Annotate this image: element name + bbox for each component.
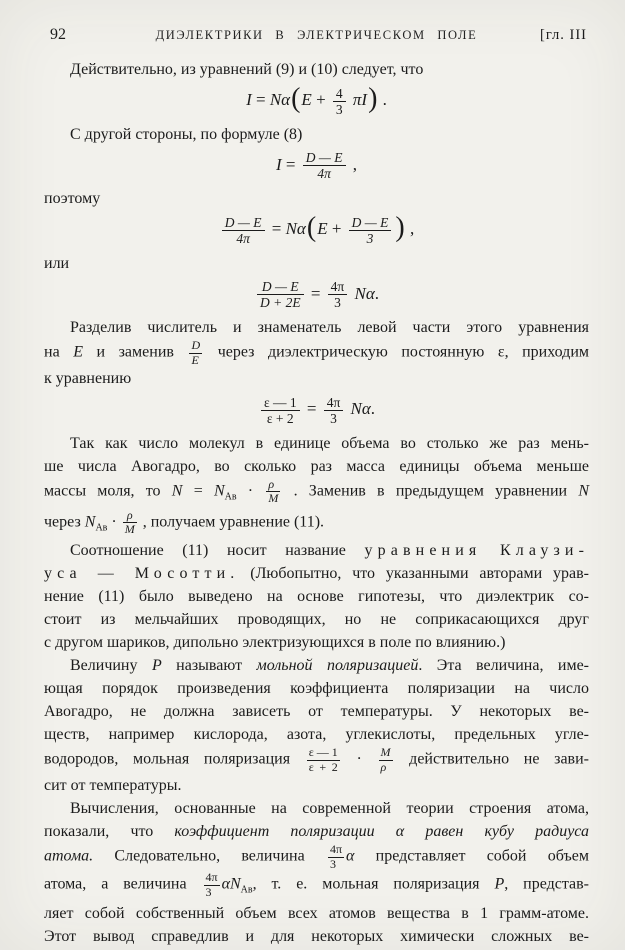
text-run: Разделив числитель и знаменатель левой части этого уравнения xyxy=(70,319,589,337)
fraction-numerator: 4π xyxy=(324,395,344,411)
math-variable: Nα xyxy=(354,283,375,303)
big-paren: ) xyxy=(395,212,405,244)
text-run: нение (11) было выведено на основе гипотезы, что диэлектрик со- xyxy=(44,588,589,606)
fraction-numerator: 4π xyxy=(205,870,218,885)
text-run: Следовательно, величина xyxy=(93,847,326,865)
text-line xyxy=(44,509,589,540)
fraction-denominator: M xyxy=(124,522,135,537)
emphasis-run: атома. xyxy=(44,847,94,865)
letterspaced-run: уравнения xyxy=(364,542,482,560)
text-run: ше числа Авогадро, во сколько раз масса единицы объема меньше xyxy=(44,457,589,475)
fraction-denominator: D + 2E xyxy=(259,295,301,311)
text-run: или xyxy=(44,254,70,272)
text-run: Величину xyxy=(70,657,152,675)
formula-combined xyxy=(44,214,589,246)
formula-8 xyxy=(44,150,589,182)
inline-fraction xyxy=(328,843,344,871)
para-molar-polarization xyxy=(44,654,589,797)
text-run: = xyxy=(306,283,325,303)
text-run: , т. е. мольная поляризация xyxy=(252,875,495,893)
para-other-side xyxy=(44,123,589,146)
text-run: , представ- xyxy=(504,875,589,893)
text-run: через диэлектрическую постоянную ε, приходим xyxy=(204,344,590,362)
text-line xyxy=(44,539,589,562)
text-line xyxy=(44,367,589,390)
big-paren: ( xyxy=(306,212,317,244)
math-variable: N xyxy=(171,482,183,500)
text-run: действительно не зави- xyxy=(394,750,590,768)
text-line xyxy=(44,316,589,339)
math-variable: N xyxy=(213,482,225,500)
text-run: . xyxy=(370,399,376,419)
chapter-label: [гл. III xyxy=(539,27,587,43)
text-run: с другом шариков, дипольно электризующихся в поле по влиянию.) xyxy=(44,634,506,652)
text-run: . Заменив в предыдущем уравнении xyxy=(282,482,579,500)
text-run: Так как число молекул в единице объема во столько же раз мень- xyxy=(70,434,589,452)
math-variable: N xyxy=(578,482,590,500)
inline-fraction xyxy=(328,279,348,310)
inline-fraction xyxy=(379,746,393,774)
text-run: Соотношение (11) носит название xyxy=(70,542,365,560)
inline-fraction xyxy=(333,86,346,117)
text-run: + xyxy=(311,90,330,109)
text-run: стоит из мельчайших проводящих, но не соприкасающихся друг xyxy=(44,611,589,629)
inline-fraction xyxy=(204,871,220,899)
inline-fraction xyxy=(261,395,300,426)
text-line xyxy=(44,774,589,797)
fraction-denominator: 3 xyxy=(366,230,374,246)
fraction-denominator: 3 xyxy=(205,884,212,899)
text-line xyxy=(44,123,589,146)
fraction-denominator: ρ xyxy=(380,759,387,774)
fraction-numerator: 4 xyxy=(333,86,346,102)
text-line xyxy=(44,252,589,275)
text-run: = xyxy=(281,154,300,174)
fraction-denominator: 4π xyxy=(236,230,250,246)
running-title: ДИЭЛЕКТРИКИ В ЭЛЕКТРИЧЕСКОМ ПОЛЕ xyxy=(155,28,478,42)
text-line xyxy=(44,925,589,948)
text-run: , xyxy=(405,219,415,239)
fraction-numerator: D xyxy=(191,338,201,353)
para-atomic-theory xyxy=(44,797,589,948)
text-run: · xyxy=(341,750,377,768)
math-variable: P xyxy=(151,657,162,675)
text-run: , получаем уравнение (11). xyxy=(138,513,325,531)
fraction-numerator: D — E xyxy=(303,150,346,166)
math-variable: E xyxy=(73,344,83,362)
text-run: = xyxy=(251,90,270,109)
text-line xyxy=(44,723,589,746)
fraction-numerator: 4π xyxy=(329,842,343,857)
text-line xyxy=(44,562,589,585)
formula-polarization xyxy=(44,85,589,117)
fraction-denominator: E xyxy=(191,352,199,367)
text-run: Действительно, из уравнений (9) и (10) следует, что xyxy=(70,61,424,78)
para-intro xyxy=(44,58,589,81)
text-run: С другой стороны, по формуле (8) xyxy=(70,125,303,143)
text-line xyxy=(44,432,589,455)
inline-fraction xyxy=(324,395,344,426)
big-paren: ( xyxy=(291,83,301,114)
inline-fraction xyxy=(123,509,137,537)
formula-clausius-mossotti xyxy=(44,394,589,426)
text-run: Авогадро, не должна зависеть от температуры. У некоторых ве- xyxy=(44,703,589,721)
fraction-numerator: D — E xyxy=(257,279,304,295)
text-line xyxy=(44,58,589,81)
text-run: через xyxy=(44,513,85,531)
text-run: · xyxy=(236,482,265,500)
text-run: поэтому xyxy=(44,190,101,208)
fraction-denominator: 3 xyxy=(334,295,341,311)
text-line xyxy=(44,654,589,677)
text-line xyxy=(44,902,589,925)
math-variable: N xyxy=(84,513,96,531)
subscript: Ав xyxy=(240,884,253,896)
text-run: . xyxy=(378,90,387,109)
text-run: = xyxy=(302,399,321,419)
para-divide xyxy=(44,316,589,390)
math-variable: P xyxy=(494,875,505,893)
text-line xyxy=(44,585,589,608)
text-line xyxy=(44,631,589,654)
text-run: = xyxy=(267,219,286,239)
text-run: водородов, мольная поляризация xyxy=(44,750,305,768)
text-run: показали, что xyxy=(44,823,175,841)
running-header xyxy=(44,26,589,46)
page-number: 92 xyxy=(50,26,66,43)
inline-fraction xyxy=(266,478,280,506)
subscript: Ав xyxy=(95,522,108,534)
fraction-numerator: M xyxy=(380,745,391,760)
fraction-denominator: M xyxy=(268,491,279,506)
math-variable: Nα xyxy=(285,219,306,239)
inline-fraction xyxy=(222,215,265,246)
fraction-denominator: ε + 2 xyxy=(266,410,294,426)
text-run: представляет собой объем xyxy=(354,847,589,865)
fraction-numerator: D — E xyxy=(349,215,392,231)
inline-fraction xyxy=(349,215,392,246)
text-run: ществ, например кислорода, азота, углекислоты, предельных угле- xyxy=(44,726,589,744)
emphasis-run: мольной поляризацией xyxy=(256,657,419,675)
text-run: Этот вывод справедлив и для некоторых химически сложных ве- xyxy=(44,927,589,945)
text-line xyxy=(44,871,589,902)
math-variable: E xyxy=(317,219,328,239)
text-run: сит от температуры. xyxy=(44,777,182,795)
math-variable: I xyxy=(275,154,282,174)
fraction-denominator: 4π xyxy=(317,166,331,182)
math-variable: αN xyxy=(221,875,241,893)
emphasis-run: коэффициент поляризации α равен кубу радиуса xyxy=(174,823,589,841)
text-run: Вычисления, основанные на современной теории строения атома, xyxy=(70,800,589,818)
text-run: + xyxy=(327,219,346,239)
subscript: Ав xyxy=(224,491,237,503)
math-variable: Nα xyxy=(269,90,291,109)
inline-fraction xyxy=(189,339,202,367)
text-line xyxy=(44,746,589,774)
text-line xyxy=(44,843,589,871)
para-avogadro xyxy=(44,432,589,539)
text-run: и заменив xyxy=(82,344,188,362)
math-variable: I xyxy=(246,90,252,109)
fraction-numerator: 4π xyxy=(328,279,348,295)
text-run xyxy=(481,542,500,559)
text-run: = xyxy=(182,482,214,500)
text-run: . xyxy=(374,283,380,303)
inline-fraction xyxy=(303,150,346,181)
letterspaced-run: Клаузи- xyxy=(500,542,590,560)
text-line xyxy=(44,339,589,367)
fraction-denominator: ε + 2 xyxy=(308,759,338,774)
inline-fraction xyxy=(257,279,304,310)
letterspaced-run: уса — Мосотти. xyxy=(44,565,240,583)
page-body xyxy=(44,58,589,948)
big-paren: ) xyxy=(368,83,378,114)
text-run: на xyxy=(44,344,74,362)
fraction-numerator: D — E xyxy=(222,215,265,231)
text-line xyxy=(44,187,589,210)
text-run: ющая порядок произведения коэффициента поляризации на число xyxy=(44,680,589,698)
fraction-numerator: ρ xyxy=(266,478,280,493)
fraction-denominator: 3 xyxy=(330,410,337,426)
para-equation-name xyxy=(44,539,589,654)
text-run: к уравнению xyxy=(44,370,132,388)
fraction-numerator: ε — 1 xyxy=(261,395,300,411)
formula-ratio xyxy=(44,279,589,311)
text-run: массы моля, то xyxy=(44,482,172,500)
math-variable: πI xyxy=(352,90,368,109)
text-run: атома, а величина xyxy=(44,875,202,893)
text-run: . Эта величина, име- xyxy=(418,657,589,675)
text-line xyxy=(44,700,589,723)
text-line xyxy=(44,797,589,820)
fraction-denominator: 3 xyxy=(329,856,336,871)
text-run: называют xyxy=(161,657,257,675)
fraction-numerator: ε — 1 xyxy=(308,745,338,760)
math-variable: Nα xyxy=(350,399,371,419)
math-variable: α xyxy=(346,847,355,865)
text-run: · xyxy=(107,513,121,531)
math-variable: E xyxy=(301,90,312,109)
text-line xyxy=(44,478,589,509)
fraction-numerator: ρ xyxy=(123,509,137,524)
inline-fraction xyxy=(307,746,340,774)
text-run: ляет собой собственный объем всех атомов вещества в 1 грамм-атоме. xyxy=(44,904,589,922)
text-line xyxy=(44,455,589,478)
fraction-denominator: 3 xyxy=(335,101,343,117)
text-run: (Любопытно, что указанными авторами урав- xyxy=(239,565,589,583)
text-line xyxy=(44,820,589,843)
text-line xyxy=(44,608,589,631)
text-line xyxy=(44,677,589,700)
para-therefore xyxy=(44,187,589,210)
para-or xyxy=(44,252,589,275)
text-run: , xyxy=(348,154,357,174)
